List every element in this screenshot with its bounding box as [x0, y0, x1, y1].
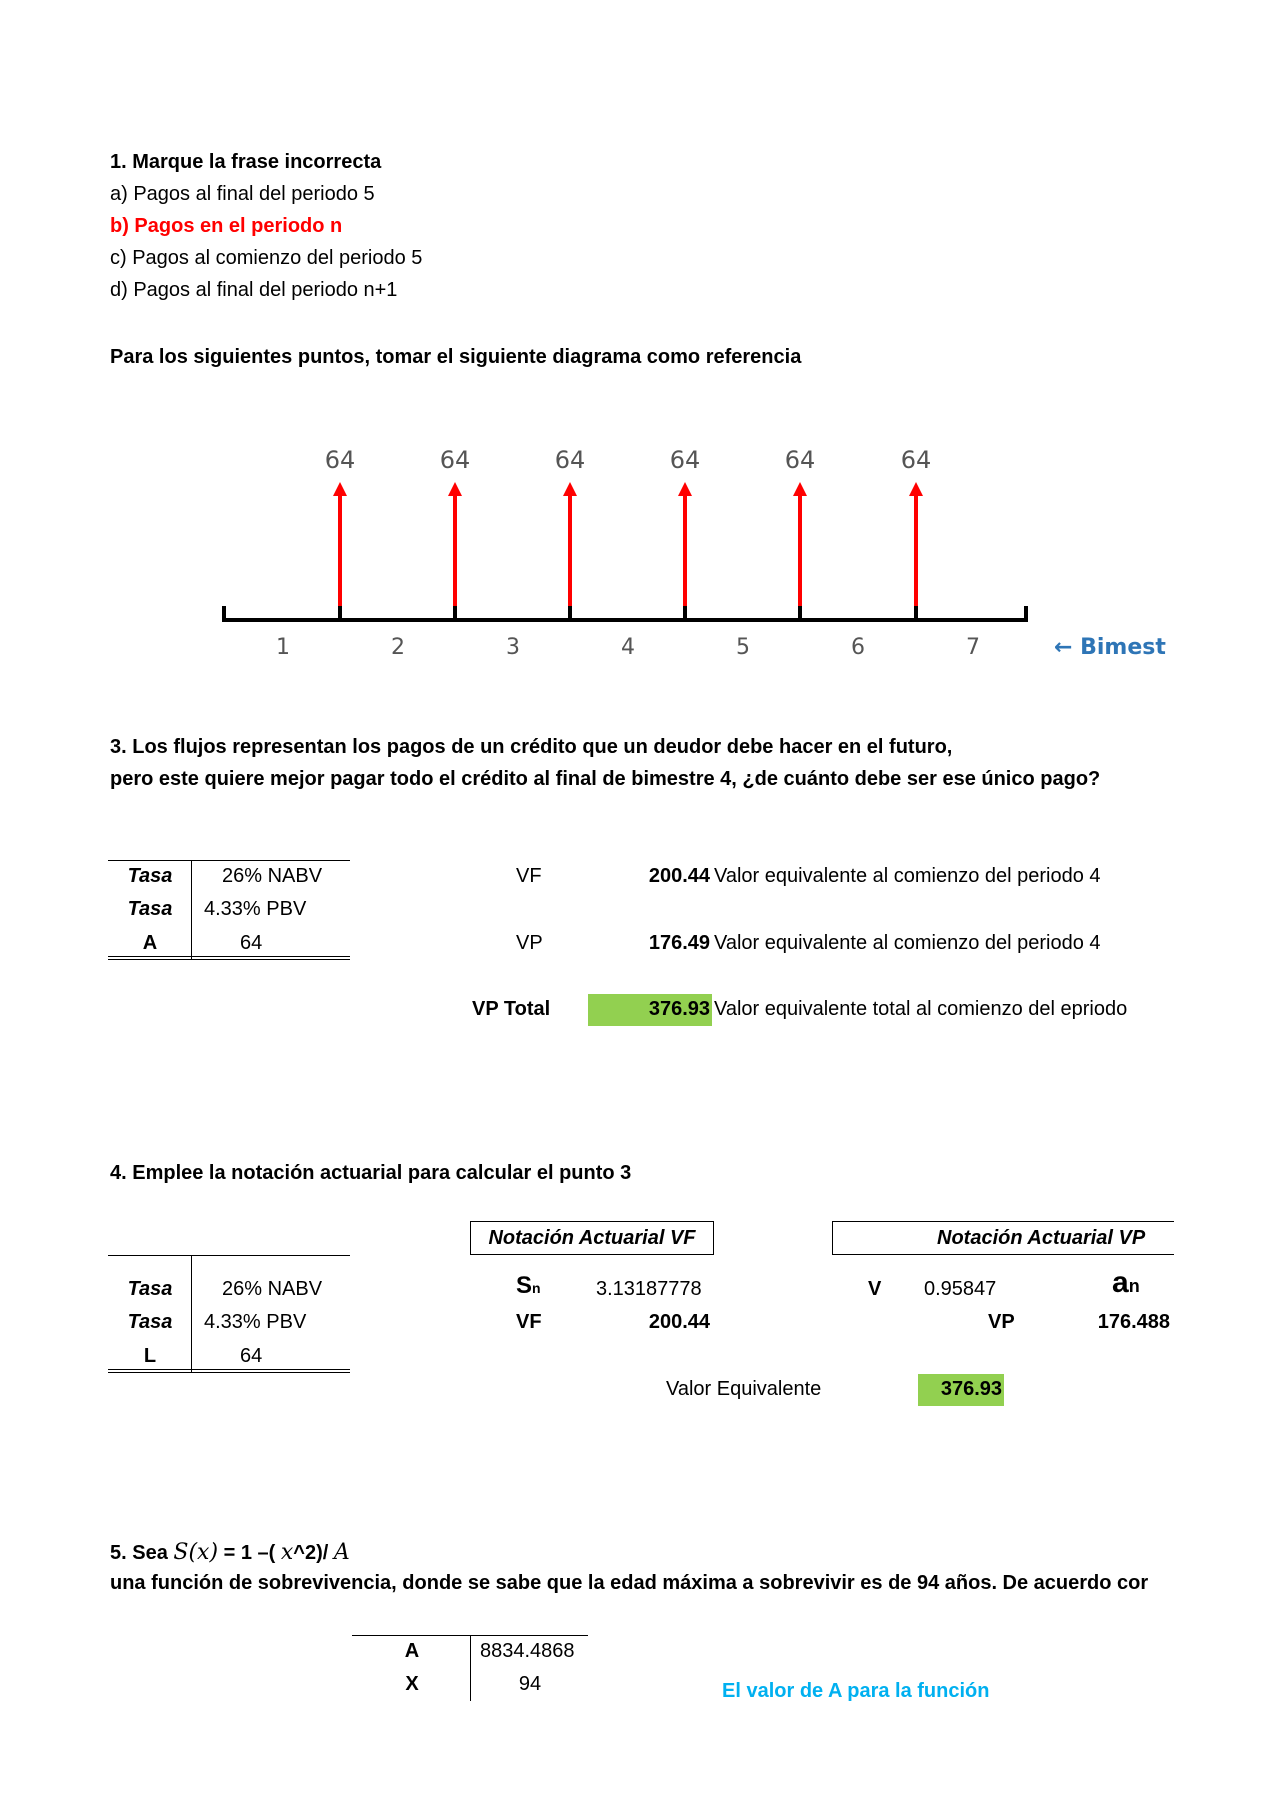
q4-a-symbol [1112, 1266, 1140, 1300]
q4-vp-header-box [832, 1221, 1174, 1255]
q5-formula-x: x [280, 1540, 294, 1565]
payment-label: 64 [439, 446, 471, 474]
payment-arrowhead [678, 482, 692, 496]
payment-arrowhead [448, 482, 462, 496]
q5-prefix: 5. Sea [110, 1542, 174, 1564]
q4-l-label: L [143, 1345, 157, 1367]
payment-label: 64 [554, 446, 586, 474]
q1-option-d: d) Pagos al final del periodo n+1 [110, 279, 398, 301]
q3-total-value: 376.93 [648, 998, 710, 1020]
q3-total-note: Valor equivalente total al comienzo del epriodo [714, 998, 1128, 1020]
q4-s-symbol [516, 1272, 541, 1300]
q4-vf-label: VF [516, 1311, 542, 1333]
q3-rate-label: Tasa [127, 865, 173, 887]
q5-x-label: X [405, 1673, 419, 1695]
period-label: 7 [966, 635, 980, 660]
q3-vf-label: VF [516, 865, 542, 887]
q4-l-value: 64 [240, 1345, 263, 1367]
period-label: 4 [621, 635, 635, 660]
q4-rate2-label: Tasa [127, 1311, 173, 1333]
q4-rate2-value: 4.33% PBV [204, 1311, 307, 1333]
q4-s-letter: S [516, 1272, 533, 1299]
q5-line2: una función de sobrevivencia, donde se sabe que la edad máxima a sobrevivir es de 94 años. De acuerdo cor [110, 1572, 1149, 1594]
q4-equiv-label: Valor Equivalente [666, 1378, 822, 1400]
q3-vf-value: 200.44 [648, 865, 710, 887]
q3-vf-note: Valor equivalente al comienzo del periodo 4 [714, 865, 1101, 887]
q3-line1: 3. Los flujos representan los pagos de un crédito que un deudor debe hacer en el futuro, [110, 736, 953, 758]
q4-a-letter: a [1112, 1266, 1129, 1299]
q4-a-subscript: n [1128, 1276, 1140, 1296]
q5-formula-s: S(x) [173, 1540, 219, 1565]
q5-title [110, 1540, 350, 1565]
q4-vp-label: VP [988, 1311, 1015, 1333]
q3-vp-label: VP [516, 932, 543, 954]
q3-a-label: A [142, 932, 158, 954]
q4-v-value: 0.95847 [924, 1278, 997, 1300]
q3-total-label: VP Total [472, 998, 551, 1020]
q1-option-a: a) Pagos al final del periodo 5 [110, 183, 375, 205]
payment-label: 64 [900, 446, 932, 474]
period-label: 1 [276, 635, 290, 660]
q4-vf-header: Notación Actuarial VF [488, 1227, 696, 1249]
q1-title: 1. Marque la frase incorrecta [110, 151, 382, 173]
q1-option-b-answer: b) Pagos en el periodo n [110, 215, 343, 237]
q4-vp-header: Notación Actuarial VP [937, 1227, 1146, 1249]
payment-arrowhead [563, 482, 577, 496]
q5-note: El valor de A para la función [722, 1680, 990, 1701]
q3-rate2-label: Tasa [127, 898, 173, 920]
q5-formula-a: A [333, 1540, 350, 1565]
q4-vf-header-box [470, 1221, 714, 1255]
q5-x-value: 94 [518, 1673, 542, 1695]
q4-vp-value: 176.488 [1097, 1311, 1170, 1333]
q4-rate-label: Tasa [127, 1278, 173, 1300]
q4-vf-value: 200.44 [648, 1311, 710, 1333]
q3-a-value: 64 [240, 932, 263, 954]
payment-arrowhead [793, 482, 807, 496]
q4-v-label: V [868, 1278, 882, 1300]
q3-line2: pero este quiere mejor pagar todo el crédito al final de bimestre 4, ¿de cuánto debe ser ese único pago? [110, 768, 1101, 790]
payment-label: 64 [324, 446, 356, 474]
payment-label: 64 [669, 446, 701, 474]
q3-vp-value: 176.49 [648, 932, 710, 954]
q5-a-label: A [404, 1640, 420, 1662]
period-label: 3 [506, 635, 520, 660]
q5-a-value: 8834.4868 [480, 1640, 575, 1662]
q5-formula-end: ^2)/ [293, 1542, 334, 1564]
period-label: 2 [391, 635, 405, 660]
period-label: 6 [851, 635, 865, 660]
payment-arrowhead [909, 482, 923, 496]
q3-rate-value: 26% NABV [222, 865, 323, 887]
q4-rate-value: 26% NABV [222, 1278, 323, 1300]
payment-arrowhead [333, 482, 347, 496]
q5-formula-mid: = 1 –( [218, 1542, 281, 1564]
cash-flow-diagram [200, 430, 1180, 670]
q4-equiv-value: 376.93 [940, 1378, 1002, 1400]
q4-s-subscript: n [532, 1280, 541, 1296]
q4-s-value: 3.13187778 [596, 1278, 702, 1300]
q3-vp-note: Valor equivalente al comienzo del periodo 4 [714, 932, 1101, 954]
q1-option-c: c) Pagos al comienzo del periodo 5 [110, 247, 423, 269]
axis-label: ← Bimest [1054, 635, 1166, 660]
q4-title: 4. Emplee la notación actuarial para calcular el punto 3 [110, 1162, 632, 1184]
diagram-intro: Para los siguientes puntos, tomar el siguiente diagrama como referencia [110, 346, 802, 368]
q3-rate2-value: 4.33% PBV [204, 898, 307, 920]
period-label: 5 [736, 635, 750, 660]
payment-label: 64 [784, 446, 816, 474]
